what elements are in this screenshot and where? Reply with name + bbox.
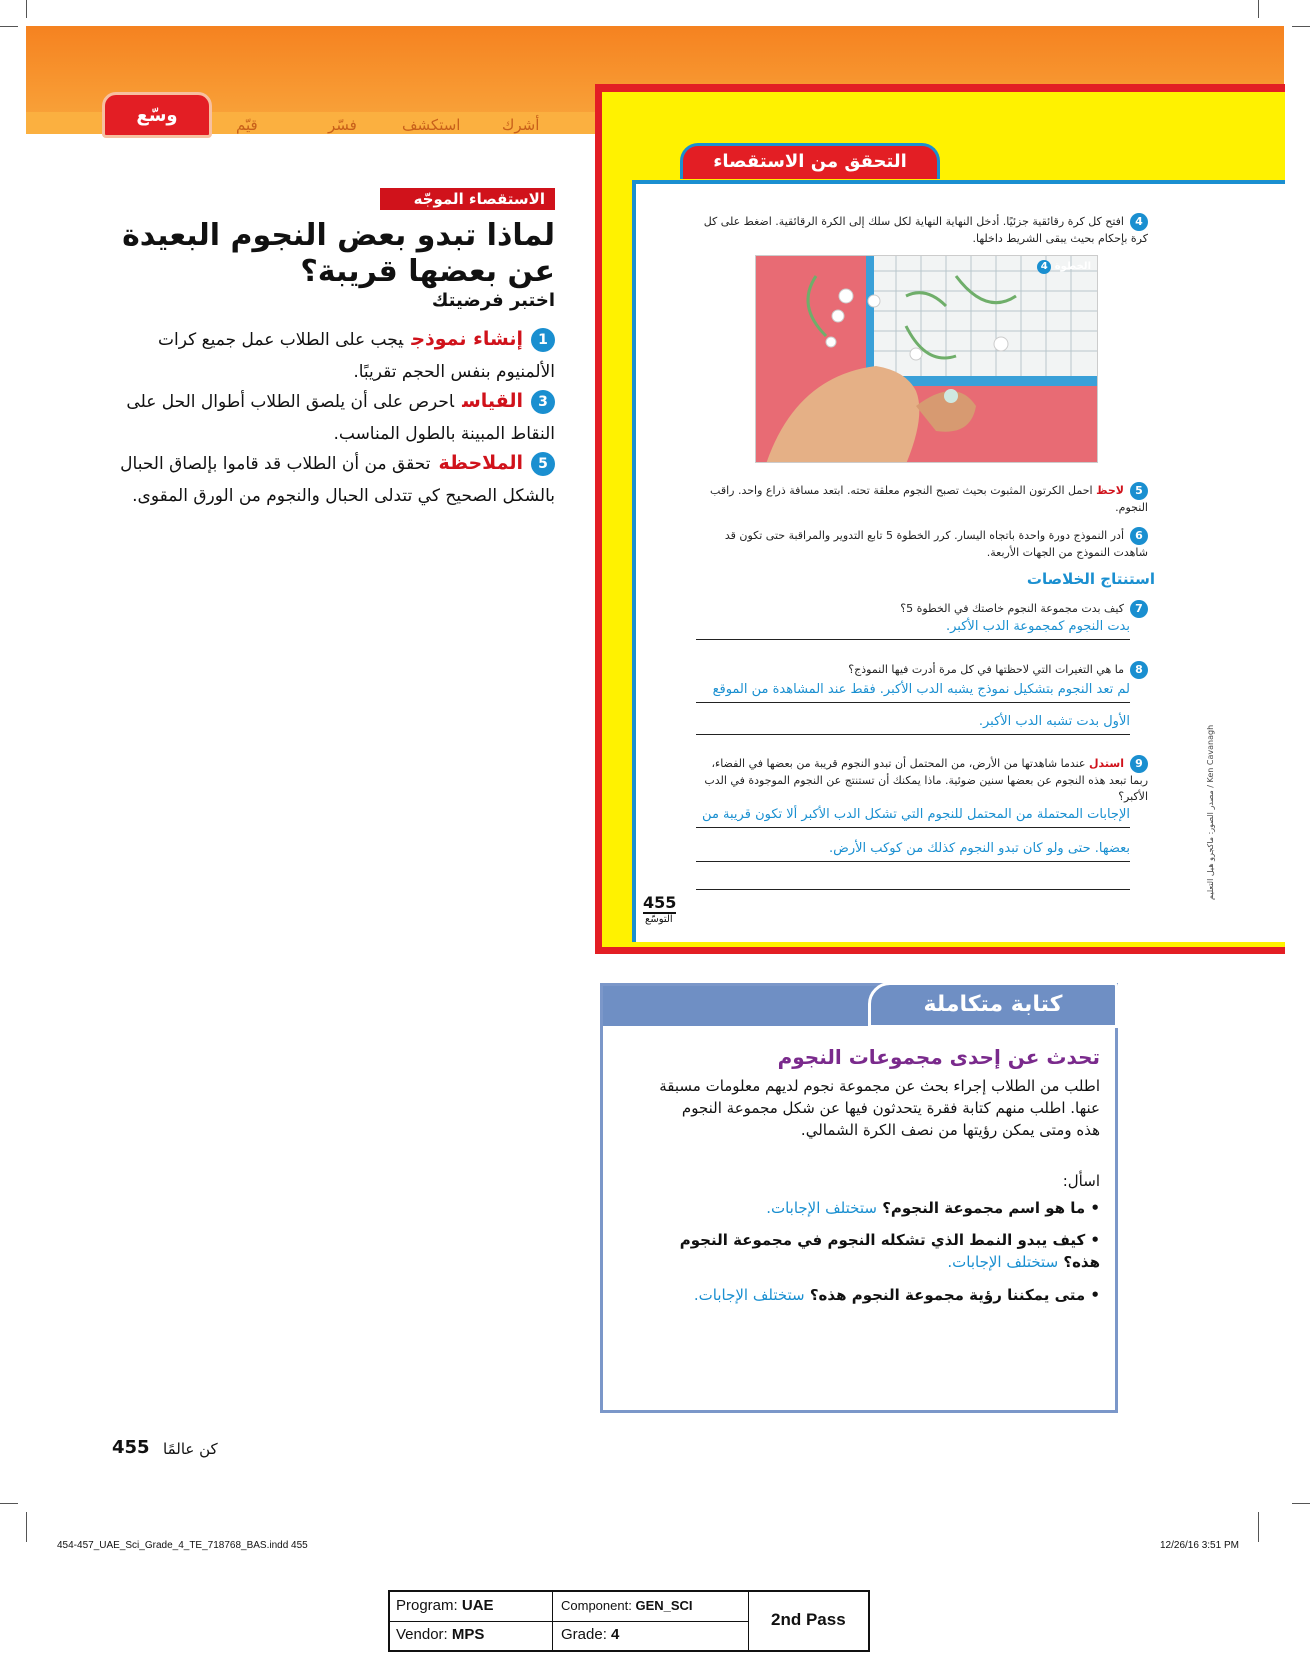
crop-mark — [0, 1503, 18, 1504]
list-item — [640, 1197, 1100, 1219]
crop-mark — [1292, 26, 1310, 27]
student-page-label: التوسّع — [645, 914, 673, 925]
photo-step-number: 4 — [1037, 260, 1051, 274]
question-9 — [696, 755, 1148, 805]
activity-photo-illustration — [756, 256, 1098, 463]
step-number-badge: 9 — [1130, 755, 1148, 773]
step-text: أدر النموذج دورة واحدة باتجاه اليسار. كرر الخطوة 5 تابع التدوير والمراقبة حتى تكون قد شاهدت النموذج من الجهات الأربعة. — [724, 529, 1148, 559]
job-pass: 2nd Pass — [771, 1610, 846, 1629]
crop-mark — [0, 26, 18, 27]
student-page-tab: التحقق من الاستقصاء — [680, 143, 940, 179]
student-step-4 — [696, 213, 1148, 247]
slug-filename: 454-457_UAE_Sci_Grade_4_TE_718768_BAS.indd 455 — [57, 1540, 308, 1551]
answer-8-line-2: الأول بدت تشبه الدب الأكبر. — [978, 714, 1130, 729]
bullet-question: ما هو اسم مجموعة النجوم؟ — [882, 1199, 1086, 1217]
list-item — [640, 1229, 1100, 1273]
answer-8-line-1: لم تعد النجوم بتشكيل نموذج يشبه الدب الأكبر. فقط عند المشاهدة من الموقع — [712, 682, 1130, 697]
page-number: 455 — [112, 1437, 150, 1458]
step-label: لاحظ — [1096, 484, 1124, 497]
writing-box-tab: كتابة متكاملة — [868, 982, 1118, 1028]
subheading: اختبر فرضيتك — [431, 290, 555, 311]
question-7 — [696, 600, 1148, 618]
crop-mark — [1292, 1503, 1310, 1504]
cell-value: UAE — [461, 1597, 494, 1614]
answer-9-line-2: بعضها. حتى ولو كان تبدو النجوم كذلك من كوكب الأرض. — [829, 841, 1130, 856]
step-number-badge: 5 — [1130, 482, 1148, 500]
nav-tab-explore[interactable]: استكشف — [402, 116, 461, 134]
answer-9-line-1: الإجابات المحتملة من المحتمل للنجوم التي تشكل الدب الأكبر ألا تكون قريبة من — [702, 807, 1130, 822]
answer-line — [696, 639, 1130, 640]
teacher-step — [100, 323, 555, 388]
question-text: عندما شاهدتها من الأرض، من المحتمل أن تبدو النجوم قريبة من بعضها في الفضاء، ربما تبعد هذه النجوم عن بعضها سنين ضوئية. ماذا يمكنك أن تستنتج عن النجوم الموجودة في الدب الأكبر؟ — [704, 757, 1148, 803]
question-8 — [696, 661, 1148, 679]
cell-label: Vendor: — [396, 1626, 448, 1643]
section-kicker: الاستقصاء الموجّه — [380, 188, 555, 210]
step-number-badge: 3 — [531, 390, 555, 414]
page-title: لماذا تبدو بعض النجوم البعيدة عن بعضها قريبة؟ — [122, 218, 555, 289]
cell-value: 4 — [611, 1626, 620, 1643]
crop-mark — [1258, 0, 1259, 18]
bullet-answer: ستختلف الإجابات. — [947, 1253, 1059, 1271]
photo-step-label — [1037, 260, 1091, 274]
page-footer-label: كن عالمًا — [163, 1440, 218, 1458]
step-text: احمل الكرتون المثبوت بحيث تصبح النجوم معلقة تحته. ابتعد مسافة ذراع واحد. راقب النجوم. — [710, 484, 1148, 514]
slug-date: 12/26/16 3:51 PM — [1160, 1540, 1239, 1551]
step-text: تحقق من أن الطلاب قد قاموا بإلصاق الحبال بالشكل الصحيح كي تتدلى الحبال والنجوم من الورق المقوى. — [120, 454, 555, 506]
crop-mark — [1258, 1512, 1259, 1542]
bullet-dot: • — [1090, 1199, 1100, 1217]
student-step-6 — [696, 527, 1148, 561]
answer-line — [696, 734, 1130, 735]
step-number-badge: 5 — [531, 452, 555, 476]
nav-tab-active[interactable]: وسّع — [102, 92, 212, 138]
step-number-badge: 1 — [531, 328, 555, 352]
step-label: الملاحظة — [438, 452, 523, 474]
step-label: استدل — [1089, 757, 1124, 770]
student-page-number: 455 — [643, 893, 677, 912]
activity-photo — [755, 255, 1098, 463]
answer-line — [696, 889, 1130, 890]
step-label: إنشاء نموذج — [411, 328, 523, 350]
student-step-5 — [696, 482, 1148, 516]
step-number-badge: 6 — [1130, 527, 1148, 545]
cell-value: GEN_SCI — [635, 1598, 693, 1613]
answer-7: بدت النجوم كمجموعة الدب الأكبر. — [946, 619, 1130, 634]
step-label: القياس — [462, 390, 523, 412]
bullet-answer: ستختلف الإجابات. — [693, 1286, 805, 1304]
answer-line — [696, 827, 1130, 828]
teacher-step — [100, 447, 555, 512]
photo-step-text: الخطوة — [1054, 261, 1091, 272]
step-number-badge: 4 — [1130, 213, 1148, 231]
job-ticket — [388, 1590, 870, 1652]
cell-value: MPS — [451, 1626, 485, 1643]
bullet-dot: • — [1090, 1231, 1100, 1249]
table-divider — [748, 1592, 749, 1650]
crop-mark — [26, 1512, 27, 1542]
step-number-badge: 8 — [1130, 661, 1148, 679]
bullet-question: كيف يبدو النمط الذي تشكله النجوم في مجموعة النجوم هذه؟ — [679, 1231, 1100, 1271]
writing-box-body: اطلب من الطلاب إجراء بحث عن مجموعة نجوم لديهم معلومات مسبقة عنها. اطلب منهم كتابة فقرة يتحدثون فيها عن شكل مجموعة النجوم هذه ومتى يمكن رؤيتها من نصف الكرة الشمالي. — [659, 1077, 1100, 1139]
bullet-answer: ستختلف الإجابات. — [766, 1199, 877, 1217]
bullet-dot: • — [1090, 1286, 1100, 1304]
nav-tab-engage[interactable]: أشرك — [502, 116, 540, 134]
writing-box-ask: اسأل: — [1062, 1172, 1100, 1190]
nav-tab-evaluate[interactable]: قيّم — [236, 116, 258, 134]
step-text: يجب على الطلاب عمل جميع كرات الألمنيوم بنفس الحجم تقريبًا. — [158, 330, 555, 382]
question-text: كيف بدت مجموعة النجوم خاصتك في الخطوة 5؟ — [900, 602, 1124, 615]
question-text: ما هي التغيرات التي لاحظتها في كل مرة أدرت فيها النموذج؟ — [848, 663, 1124, 676]
answer-line — [696, 702, 1130, 703]
cell-label: Program: — [396, 1597, 458, 1614]
crop-mark — [26, 0, 27, 18]
teacher-step — [100, 385, 555, 450]
list-item — [640, 1284, 1100, 1306]
nav-tab-explain[interactable]: فسّر — [328, 116, 357, 134]
cell-label: Grade: — [561, 1626, 607, 1643]
job-grade — [555, 1621, 619, 1649]
table-divider — [552, 1592, 553, 1650]
job-vendor — [390, 1621, 484, 1649]
photo-credit: مصدر الصور: ماكجرو هيل التعليم / Ken Cavanagh — [1206, 724, 1215, 900]
step-text: افتح كل كرة رقائقية جزئيًا. أدخل النهاية النهاية لكل سلك إلى الكرة الرقائقية. اضغط على كل كرة بإحكام بحيث يبقى الشريط داخلها. — [703, 215, 1148, 245]
job-program — [390, 1592, 494, 1620]
conclusions-heading: استنتاج الخلاصات — [1026, 570, 1155, 588]
job-component — [555, 1592, 693, 1620]
step-text: احرص على أن يلصق الطلاب أطوال الحل على النقاط المبينة بالطول المناسب. — [126, 392, 555, 444]
answer-line — [696, 861, 1130, 862]
writing-box-title: تحدث عن إحدى مجموعات النجوم — [777, 1045, 1100, 1069]
cell-label: Component: — [561, 1598, 632, 1613]
bullet-question: متى يمكننا رؤية مجموعة النجوم هذه؟ — [809, 1286, 1086, 1304]
step-number-badge: 7 — [1130, 600, 1148, 618]
